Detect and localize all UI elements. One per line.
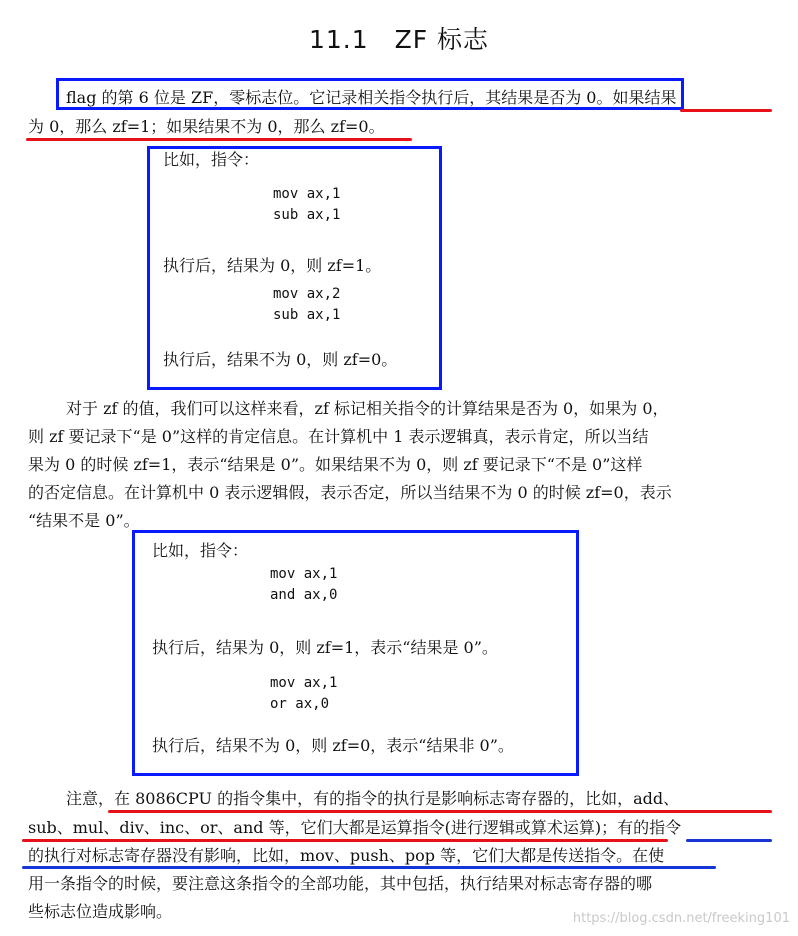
paragraph-2-line-4: 的否定信息。在计算机中 0 表示逻辑假，表示否定，所以当结果不为 0 的时候 zf=0，表示	[28, 483, 672, 502]
paragraph-2-line-5: “结果不是 0”。	[28, 511, 140, 530]
code-line: mov ax,1	[270, 675, 338, 691]
paragraph-1-line-1: flag 的第 6 位是 ZF，零标志位。它记录相关指令执行后，其结果是否为 0。如果结果	[66, 88, 677, 107]
example-1-result-b: 执行后，结果不为 0，则 zf=0。	[163, 350, 398, 369]
example-2-result-a: 执行后，结果为 0，则 zf=1，表示“结果是 0”。	[152, 638, 498, 657]
code-line: mov ax,1	[270, 566, 338, 582]
highlight-box-flag-definition	[56, 78, 684, 110]
blue-underline	[22, 866, 716, 869]
red-underline	[680, 109, 772, 112]
blue-underline	[686, 839, 772, 842]
red-underline	[22, 839, 668, 842]
code-line: mov ax,2	[273, 286, 341, 302]
paragraph-3-line-4: 用一条指令的时候，要注意这条指令的全部功能，其中包括，执行结果对标志寄存器的哪	[28, 874, 653, 893]
example-2-intro: 比如，指令：	[152, 541, 249, 560]
example-1-result-a: 执行后，结果为 0，则 zf=1。	[163, 256, 382, 275]
code-line: sub ax,1	[273, 207, 341, 223]
red-underline	[108, 810, 772, 813]
paragraph-3-line-5: 些标志位造成影响。	[28, 902, 173, 921]
red-underline	[26, 138, 412, 141]
watermark: https://blog.csdn.net/freeking101	[572, 911, 790, 926]
paragraph-2-line-1: 对于 zf 的值，我们可以这样来看，zf 标记相关指令的计算结果是否为 0，如果为 0，	[66, 399, 669, 418]
paragraph-2-line-2: 则 zf 要记录下“是 0”这样的肯定信息。在计算机中 1 表示逻辑真，表示肯定，所以当结	[28, 427, 649, 446]
example-1-intro: 比如，指令：	[163, 150, 260, 169]
paragraph-2-line-3: 果为 0 的时候 zf=1，表示“结果是 0”。如果结果不为 0，则 zf 要记录下“不是 0”这样	[28, 455, 643, 474]
example-2-result-b: 执行后，结果不为 0，则 zf=0，表示“结果非 0”。	[152, 736, 514, 755]
code-line: or ax,0	[270, 696, 330, 712]
paragraph-1-line-2: 为 0，那么 zf=1；如果结果不为 0，那么 zf=0。	[28, 117, 385, 136]
page-title: 11.1 ZF 标志	[308, 25, 490, 54]
code-line: sub ax,1	[273, 307, 341, 323]
paragraph-3-line-3: 的执行对标志寄存器没有影响，比如，mov、push、pop 等，它们大都是传送指令。在使	[28, 846, 665, 865]
code-line: mov ax,1	[273, 186, 341, 202]
paragraph-3-line-2: sub、mul、div、inc、or、and 等，它们大都是运算指令(进行逻辑或算术运算)；有的指令	[28, 818, 682, 837]
code-line: and ax,0	[270, 587, 338, 603]
paragraph-3-line-1: 注意，在 8086CPU 的指令集中，有的指令的执行是影响标志寄存器的，比如，add、	[66, 789, 680, 808]
